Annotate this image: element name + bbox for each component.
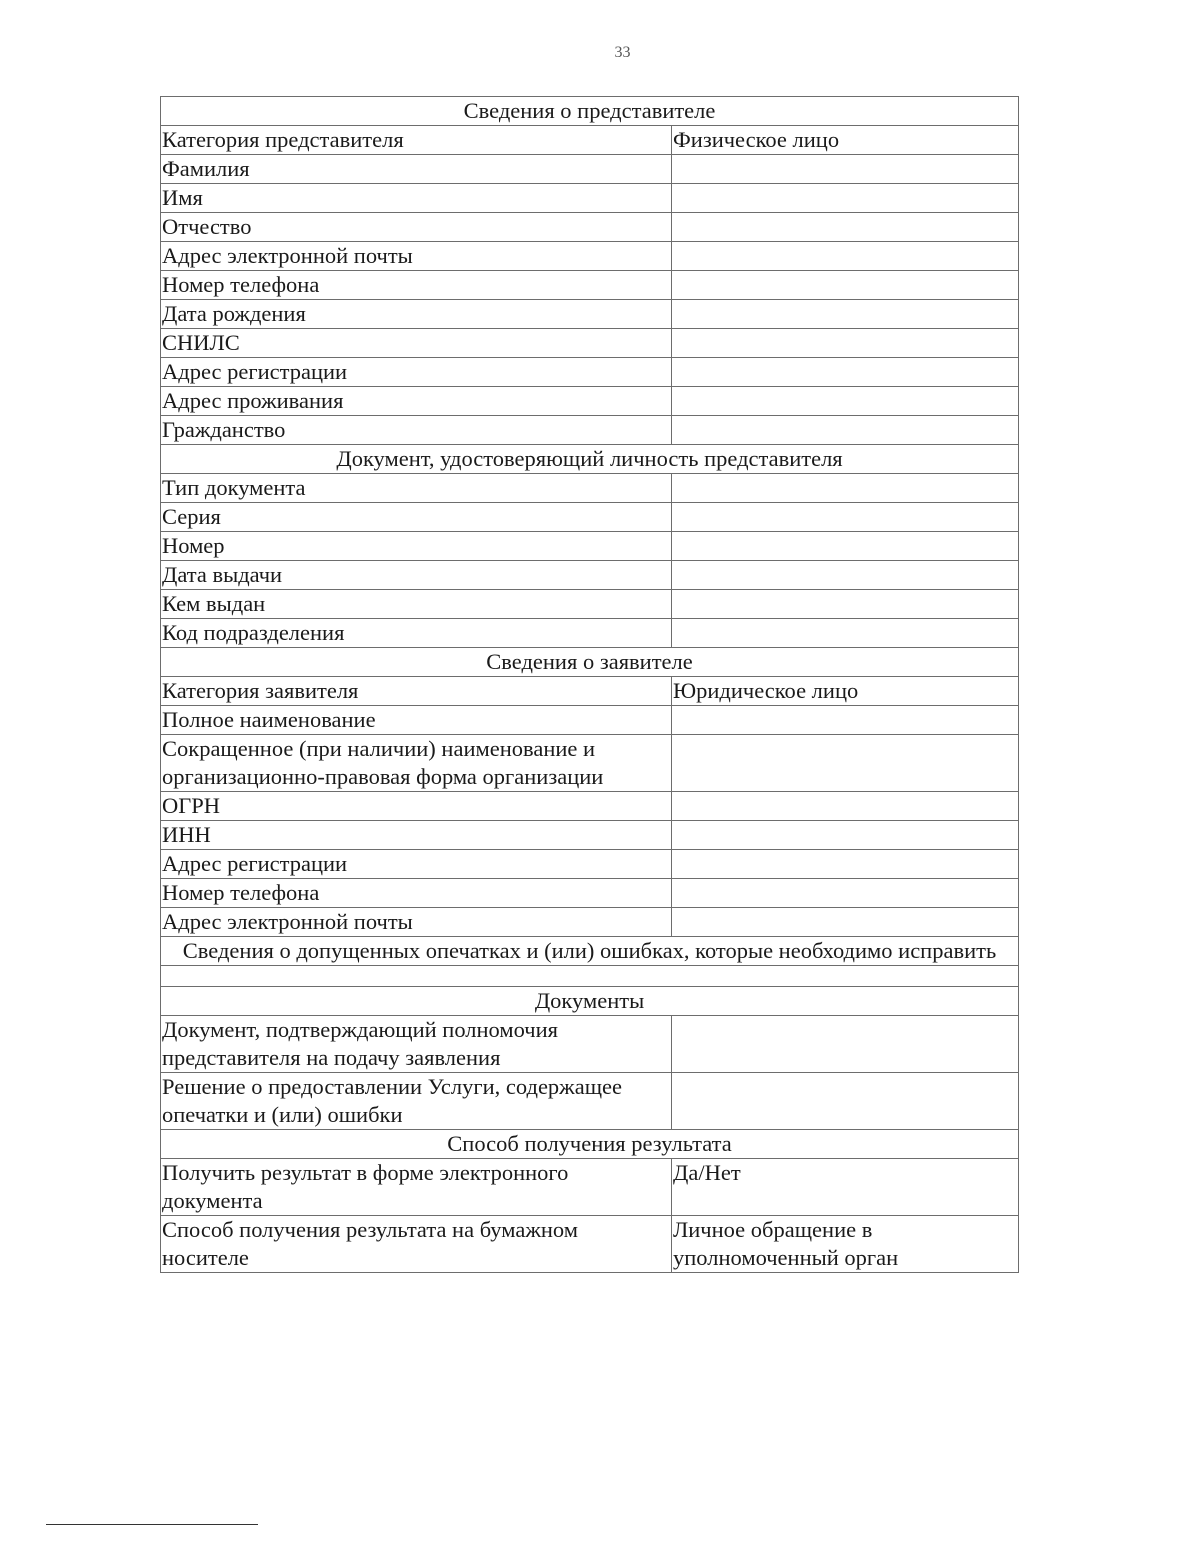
field-label: Дата выдачи: [161, 561, 672, 590]
field-label: Сокращенное (при наличии) наименование и организационно-правовая форма организации: [161, 735, 672, 792]
field-label: Номер телефона: [161, 879, 672, 908]
field-value: [672, 474, 1019, 503]
field-value: Да/Нет: [672, 1159, 1019, 1216]
field-label: Кем выдан: [161, 590, 672, 619]
field-value: [672, 242, 1019, 271]
field-label: Адрес регистрации: [161, 358, 672, 387]
table-row: [161, 242, 1019, 271]
field-value: Физическое лицо: [672, 126, 1019, 155]
field-value: [672, 619, 1019, 648]
section-header-row: [161, 97, 1019, 126]
field-value: [672, 561, 1019, 590]
field-label: Полное наименование: [161, 706, 672, 735]
field-value: [672, 271, 1019, 300]
page-number: 33: [614, 44, 631, 61]
section-header-row: [161, 987, 1019, 1016]
field-value: [672, 908, 1019, 937]
footnote-divider: [46, 1524, 258, 1525]
section-title-applicant: Сведения о заявителе: [161, 648, 1019, 677]
section-title-representative: Сведения о представителе: [161, 97, 1019, 126]
field-label: Тип документа: [161, 474, 672, 503]
field-value: [672, 821, 1019, 850]
field-label: Адрес регистрации: [161, 850, 672, 879]
field-value: [672, 792, 1019, 821]
table-row: [161, 387, 1019, 416]
table-row: [161, 735, 1019, 792]
field-value: [672, 735, 1019, 792]
field-label: Фамилия: [161, 155, 672, 184]
field-value: Юридическое лицо: [672, 677, 1019, 706]
field-value: [672, 1016, 1019, 1073]
field-label: Код подразделения: [161, 619, 672, 648]
field-label: Решение о предоставлении Услуги, содержащее опечатки и (или) ошибки: [161, 1073, 672, 1130]
field-label: Получить результат в форме электронного документа: [161, 1159, 672, 1216]
table-row: [161, 792, 1019, 821]
application-form-table: [160, 96, 1019, 1273]
field-label: СНИЛС: [161, 329, 672, 358]
table-row: [161, 619, 1019, 648]
section-title-errors: Сведения о допущенных опечатках и (или) ошибках, которые необходимо исправить: [161, 937, 1019, 966]
field-value: [672, 1073, 1019, 1130]
section-header-row: [161, 1130, 1019, 1159]
table-row: [161, 1073, 1019, 1130]
field-label: Гражданство: [161, 416, 672, 445]
field-value: [672, 503, 1019, 532]
table-row: [161, 271, 1019, 300]
table-row: [161, 300, 1019, 329]
field-value: [672, 387, 1019, 416]
field-label: Категория представителя: [161, 126, 672, 155]
section-header-row: [161, 445, 1019, 474]
table-row: [161, 155, 1019, 184]
table-row: [161, 532, 1019, 561]
field-value: Личное обращение в уполномоченный орган: [672, 1216, 1019, 1273]
table-row: [161, 561, 1019, 590]
table-row: [161, 358, 1019, 387]
section-title-documents: Документы: [161, 987, 1019, 1016]
field-label: Отчество: [161, 213, 672, 242]
section-title-result: Способ получения результата: [161, 1130, 1019, 1159]
table-row: [161, 329, 1019, 358]
table-row: [161, 416, 1019, 445]
field-label: ИНН: [161, 821, 672, 850]
field-label: Способ получения результата на бумажном носителе: [161, 1216, 672, 1273]
section-header-row: [161, 937, 1019, 966]
field-label: Адрес электронной почты: [161, 242, 672, 271]
field-label: Категория заявителя: [161, 677, 672, 706]
table-row: [161, 677, 1019, 706]
table-row: [161, 966, 1019, 987]
field-label: Адрес проживания: [161, 387, 672, 416]
table-row: [161, 474, 1019, 503]
field-value: [672, 329, 1019, 358]
table-row: [161, 908, 1019, 937]
field-label: ОГРН: [161, 792, 672, 821]
section-title-id-document: Документ, удостоверяющий личность представителя: [161, 445, 1019, 474]
table-row: [161, 1016, 1019, 1073]
field-value: [672, 213, 1019, 242]
field-value: [672, 879, 1019, 908]
field-value: [672, 300, 1019, 329]
section-header-row: [161, 648, 1019, 677]
table-row: [161, 1216, 1019, 1273]
table-row: [161, 821, 1019, 850]
errors-field-value: [161, 966, 1019, 987]
field-label: Номер: [161, 532, 672, 561]
field-label: Серия: [161, 503, 672, 532]
field-label: Адрес электронной почты: [161, 908, 672, 937]
table-row: [161, 503, 1019, 532]
field-value: [672, 706, 1019, 735]
field-value: [672, 184, 1019, 213]
table-row: [161, 126, 1019, 155]
field-label: Документ, подтверждающий полномочия представителя на подачу заявления: [161, 1016, 672, 1073]
table-row: [161, 879, 1019, 908]
table-row: [161, 213, 1019, 242]
field-label: Имя: [161, 184, 672, 213]
table-row: [161, 850, 1019, 879]
table-row: [161, 706, 1019, 735]
table-row: [161, 1159, 1019, 1216]
table-row: [161, 184, 1019, 213]
field-label: Номер телефона: [161, 271, 672, 300]
field-value: [672, 850, 1019, 879]
field-value: [672, 358, 1019, 387]
field-value: [672, 590, 1019, 619]
field-value: [672, 416, 1019, 445]
table-row: [161, 590, 1019, 619]
field-label: Дата рождения: [161, 300, 672, 329]
field-value: [672, 155, 1019, 184]
field-value: [672, 532, 1019, 561]
